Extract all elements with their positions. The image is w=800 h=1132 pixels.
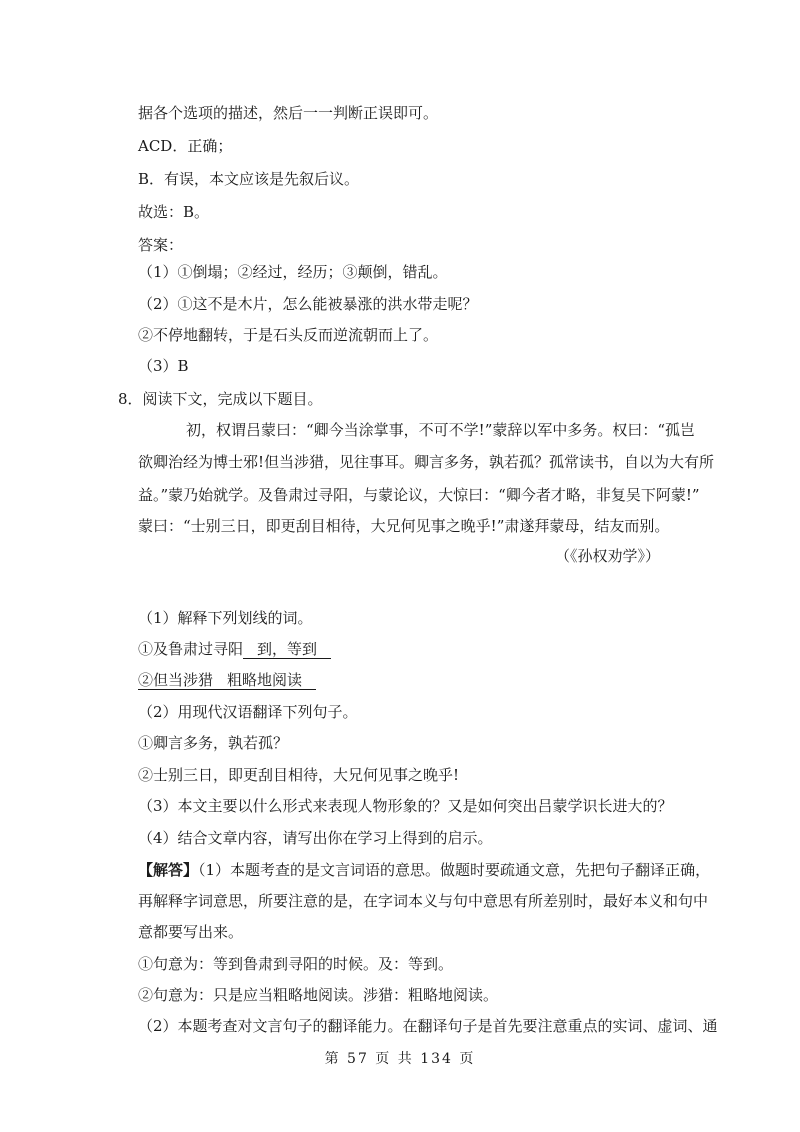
text-line: ACD．正确； — [138, 137, 233, 155]
answer-line: ①句意为：等到鲁肃到寻阳的时候。及：等到。 — [138, 955, 454, 973]
passage-source: （《孙权劝学》） — [555, 547, 661, 565]
sub-item: ①卿言多务，孰若孤？ — [138, 734, 289, 752]
answer-text: 粗略地阅读 — [227, 671, 303, 689]
sub-item-text: ②但当涉猎 — [138, 671, 214, 689]
sub-item: ②士别三日，即更刮目相待，大兄何见事之晚乎! — [138, 766, 460, 784]
passage-line: 欲卿治经为博士邪!但当涉猎，见往事耳。卿言多务，孰若孤？孤常读书，自以为大有所 — [138, 453, 715, 471]
sub-question: （3）本文主要以什么形式来表现人物形象的？又是如何突出吕蒙学识长进大的？ — [138, 797, 673, 815]
text-line: （1）①倒塌；②经过，经历；③颠倒，错乱。 — [138, 263, 448, 281]
answer-line: 再解释字词意思，所要注意的是，在字词本义与句中意思有所差别时，最好本义和句中 — [138, 892, 709, 910]
sub-item — [138, 639, 331, 659]
passage-line: 益。”蒙乃始就学。及鲁肃过寻阳，与蒙论议，大惊曰：“卿今者才略，非复吴下阿蒙!” — [138, 486, 700, 504]
question-heading: 8．阅读下文，完成以下题目。 — [118, 390, 323, 408]
text-line: ②不停地翻转，于是石头反而逆流朝而上了。 — [138, 326, 439, 344]
sub-item-text: ①及鲁肃过寻阳 — [138, 640, 244, 658]
text-line: 答案： — [138, 236, 184, 254]
answer-text: 到，等到 — [257, 640, 318, 658]
text-line: （3）B — [138, 357, 189, 375]
answer-line: ②句意为：只是应当粗略地阅读。涉猎：粗略地阅读。 — [138, 986, 499, 1004]
underlined-answer — [138, 671, 316, 690]
text-line: 故选：B。 — [138, 203, 210, 221]
text-line: 据各个选项的描述，然后一一判断正误即可。 — [138, 104, 439, 122]
text-line: （2）①这不是木片，怎么能被暴涨的洪水带走呢？ — [138, 295, 478, 313]
sub-item — [138, 670, 316, 690]
answer-tag: 【解答】 — [138, 861, 199, 879]
underlined-answer — [243, 640, 331, 659]
passage-line: 初，权谓吕蒙曰：“卿今当涂掌事，不可不学!”蒙辞以军中多务。权曰：“孤岂 — [186, 421, 696, 439]
sub-question: （4）结合文章内容，请写出你在学习上得到的启示。 — [138, 829, 493, 847]
answer-line: 意都要写出来。 — [138, 923, 244, 941]
answer-line — [138, 860, 710, 880]
answer-line: （2）本题考查对文言句子的翻译能力。在翻译句子是首先要注意重点的实词、虚词、通 — [138, 1017, 718, 1035]
sub-question: （1）解释下列划线的词。 — [138, 609, 313, 627]
text-line: B．有误，本文应该是先叙后议。 — [138, 170, 360, 188]
passage-line: 蒙曰：“士别三日，即更刮目相待，大兄何见事之晚乎!”肃遂拜蒙母，结友而别。 — [138, 517, 670, 535]
page-number: 第 57 页 共 134 页 — [324, 1051, 476, 1067]
sub-question: （2）用现代汉语翻译下列句子。 — [138, 703, 358, 721]
answer-text: （1）本题考查的是文言词语的意思。做题时要疏通文意，先把句子翻译正确， — [198, 861, 711, 879]
